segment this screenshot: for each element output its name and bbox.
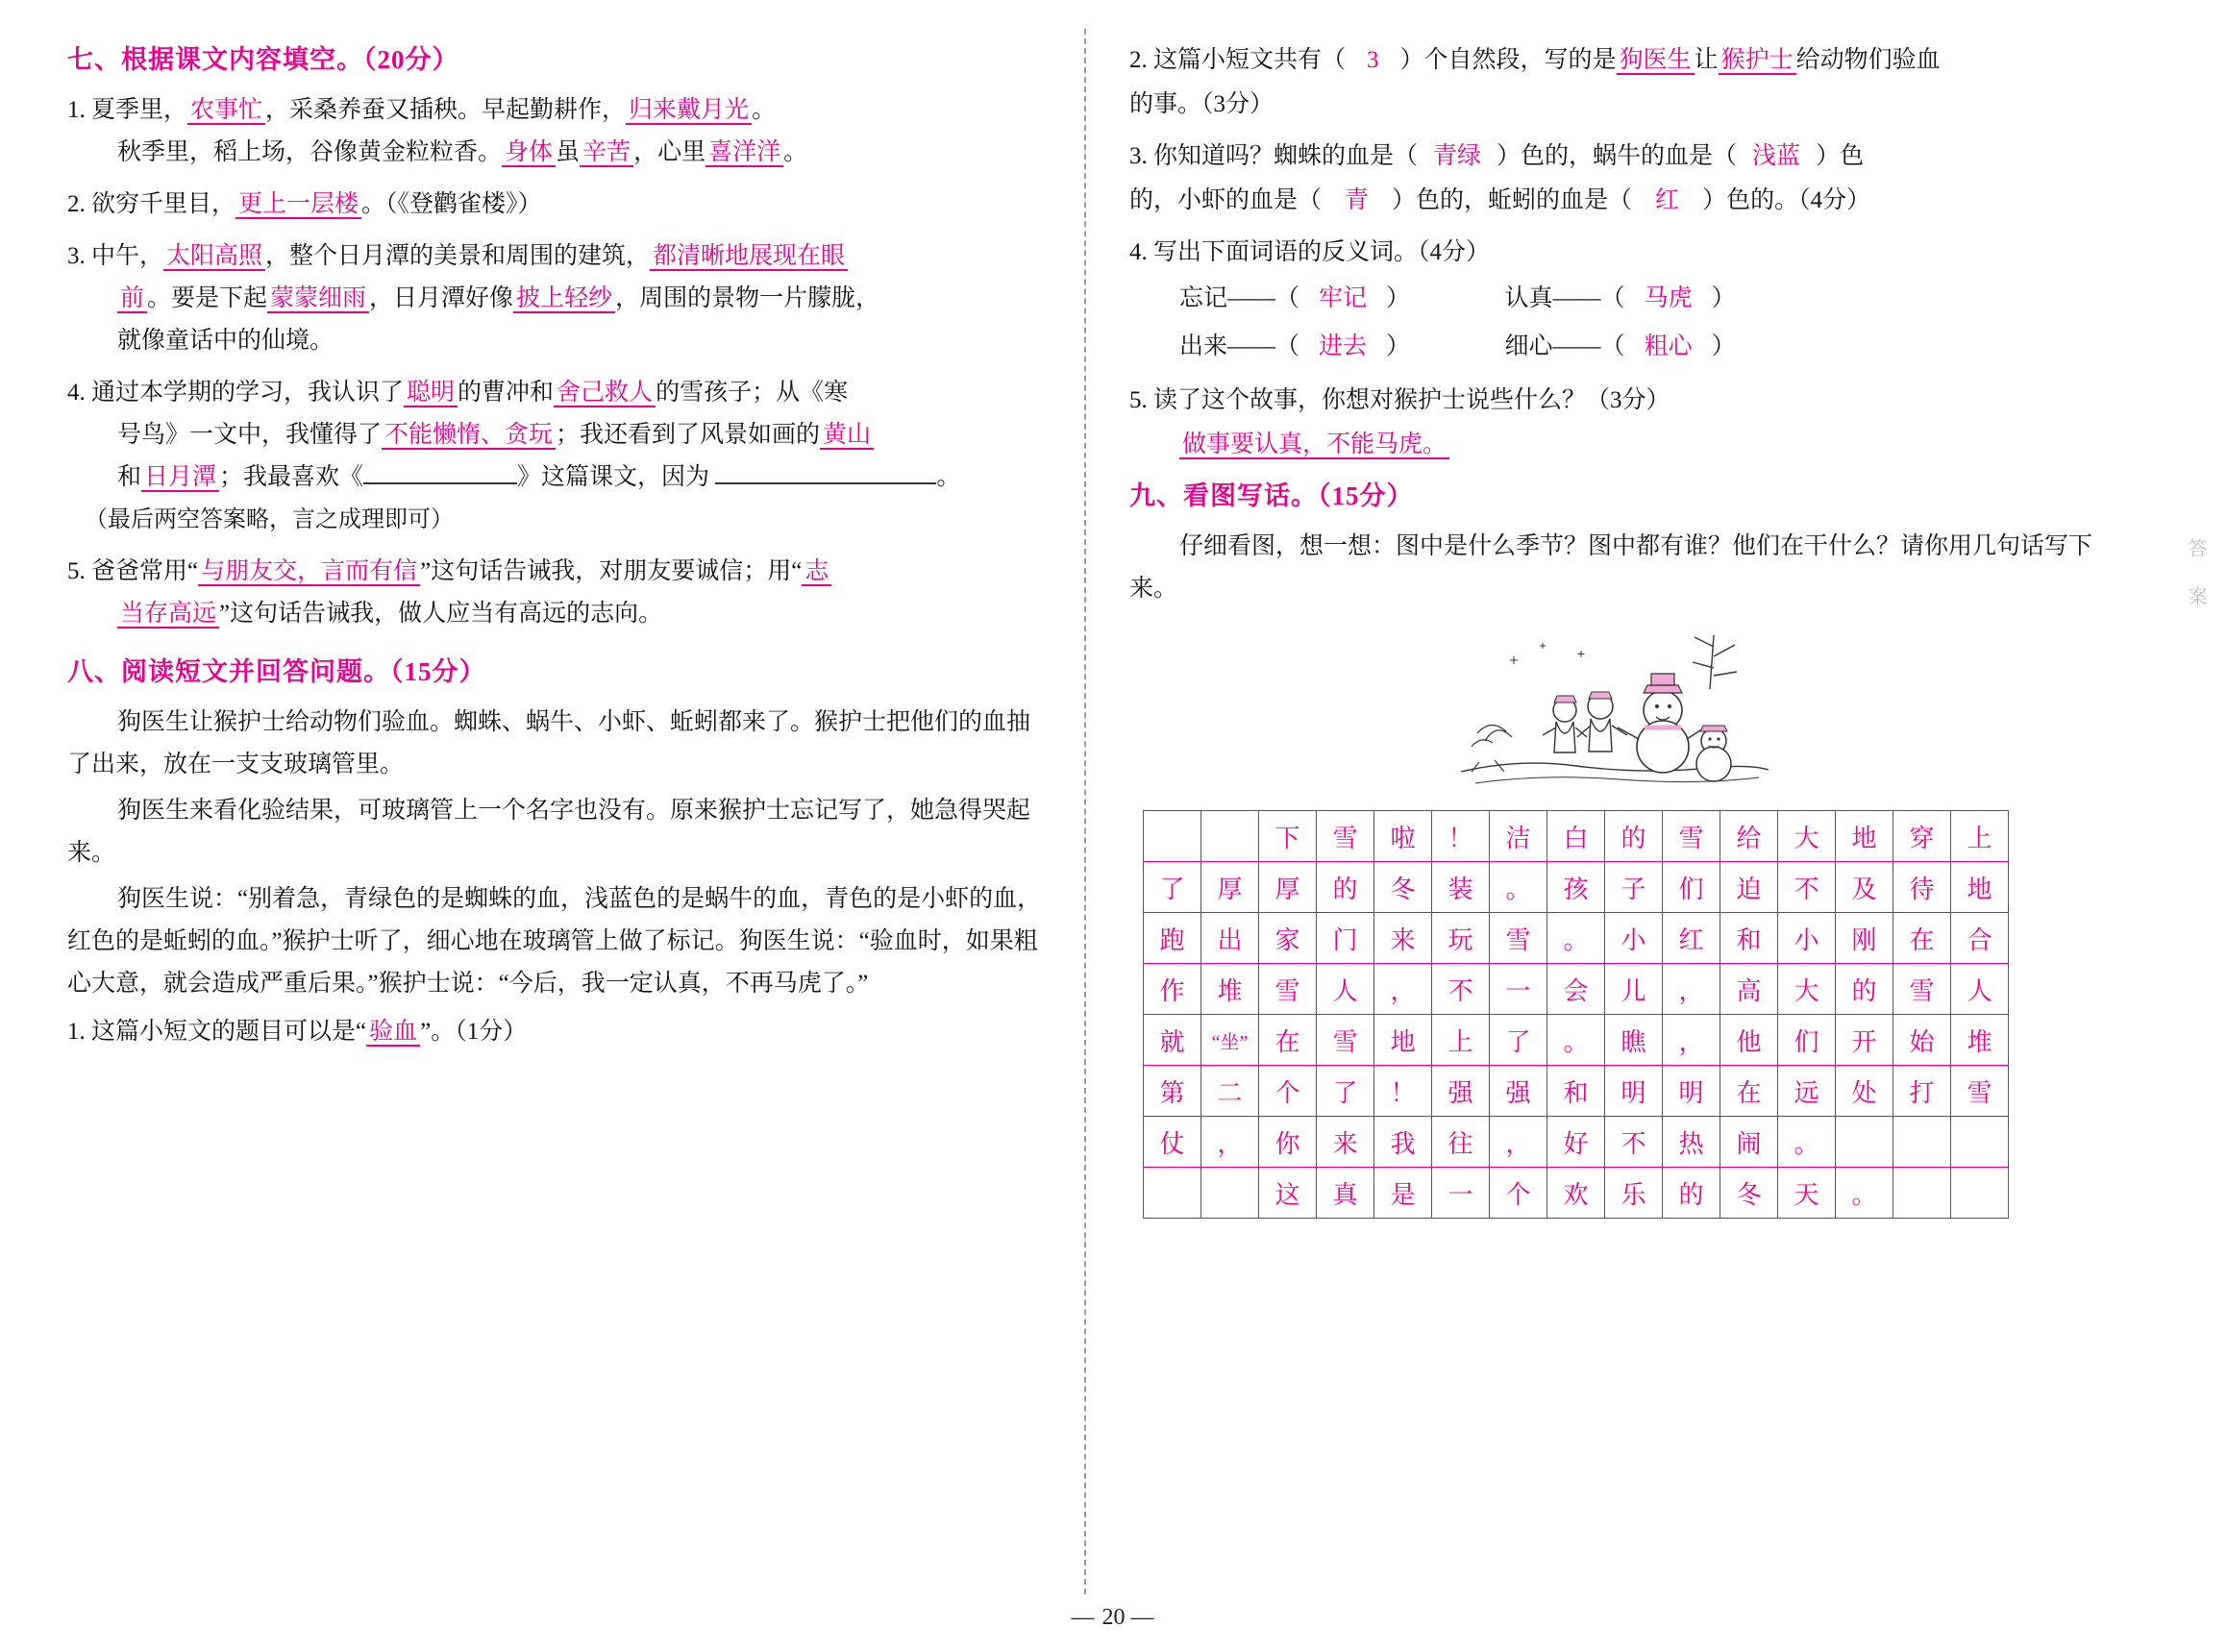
section-7-title: 七、根据课文内容填空。 bbox=[67, 45, 363, 74]
text: ”。（1分） bbox=[420, 1019, 528, 1045]
grid-cell[interactable]: 人 bbox=[1951, 964, 2009, 1015]
grid-cell[interactable]: 来 bbox=[1317, 1117, 1374, 1168]
text: ）个自然段，写的是 bbox=[1399, 47, 1617, 73]
grid-cell[interactable]: 们 bbox=[1778, 1015, 1836, 1066]
footer-dash-right: — bbox=[1130, 1605, 1156, 1630]
text: ，采桑养蚕又插秧。早起勤耕作， bbox=[265, 97, 627, 123]
text: 。要是下起 bbox=[147, 285, 268, 311]
text: ，周围的景物一片朦胧， bbox=[615, 285, 880, 311]
question-number: 4. bbox=[67, 380, 86, 406]
grid-cell[interactable]: 远 bbox=[1778, 1066, 1836, 1117]
grid-cell[interactable]: 玩 bbox=[1432, 913, 1490, 964]
answer: 归来戴月光 bbox=[626, 97, 752, 125]
text: 写出下面词语的反义词。（4分） bbox=[1153, 239, 1491, 265]
grid-cell[interactable]: ， bbox=[1663, 1015, 1720, 1066]
grid-cell[interactable]: 迫 bbox=[1720, 862, 1778, 913]
text: 中午， bbox=[91, 243, 164, 269]
grid-cell[interactable]: 白 bbox=[1547, 811, 1605, 862]
grid-cell[interactable]: 堆 bbox=[1951, 1015, 2009, 1066]
question-item bbox=[67, 235, 1048, 362]
grid-cell[interactable]: 的 bbox=[1836, 964, 1893, 1015]
answer: 志 bbox=[802, 558, 831, 586]
grid-cell[interactable]: 强 bbox=[1490, 1066, 1547, 1117]
question-item bbox=[67, 89, 1048, 174]
section-8-heading bbox=[67, 651, 1048, 688]
answer: 进去 bbox=[1319, 333, 1368, 359]
grid-cell[interactable]: 乐 bbox=[1605, 1168, 1663, 1219]
grid-cell[interactable]: 小 bbox=[1778, 913, 1836, 964]
grid-cell[interactable]: ， bbox=[1490, 1117, 1547, 1168]
text: ）色的，蜗牛的血是（ bbox=[1497, 143, 1738, 169]
grid-cell[interactable]: 雪 bbox=[1259, 964, 1317, 1015]
grid-cell[interactable]: 人 bbox=[1317, 964, 1374, 1015]
grid-cell[interactable]: 始 bbox=[1893, 1015, 1951, 1066]
grid-cell[interactable]: 他 bbox=[1720, 1015, 1778, 1066]
answer: 青绿 bbox=[1433, 143, 1482, 169]
answer: 更上一层楼 bbox=[235, 191, 361, 219]
grid-cell[interactable]: 和 bbox=[1547, 1066, 1605, 1117]
grid-cell[interactable]: 。 bbox=[1490, 862, 1547, 913]
text: 欲穷千里目， bbox=[91, 191, 236, 217]
section-9-title: 九、看图写话。 bbox=[1129, 481, 1318, 510]
text: 。 bbox=[752, 97, 777, 123]
grid-cell[interactable]: 打 bbox=[1893, 1066, 1951, 1117]
grid-cell[interactable]: 个 bbox=[1490, 1168, 1547, 1219]
fill-blank[interactable] bbox=[715, 457, 936, 484]
grid-cell[interactable] bbox=[1201, 811, 1259, 862]
question-number: 5. bbox=[67, 558, 86, 584]
grid-cell[interactable]: 了 bbox=[1490, 1015, 1547, 1066]
question-item bbox=[67, 551, 1048, 635]
question-item bbox=[1129, 38, 2100, 127]
grid-cell[interactable]: 厚 bbox=[1201, 862, 1259, 913]
text: 。 bbox=[783, 139, 808, 165]
grid-cell[interactable]: 的 bbox=[1317, 862, 1374, 913]
grid-cell[interactable]: 跑 bbox=[1144, 913, 1201, 964]
text: 你知道吗？蜘蛛的血是（ bbox=[1153, 143, 1419, 169]
answer: 红 bbox=[1655, 187, 1680, 213]
answer: 披上轻纱 bbox=[513, 285, 615, 313]
grid-cell[interactable]: 在 bbox=[1720, 1066, 1778, 1117]
text: 给动物们验血 bbox=[1795, 47, 1941, 73]
section-9-points: （15分） bbox=[1318, 481, 1414, 510]
grid-cell[interactable]: 装 bbox=[1432, 862, 1490, 913]
text: 忘记——（ bbox=[1179, 285, 1300, 311]
text: 。 bbox=[936, 464, 961, 490]
footer-dash-left: — bbox=[1071, 1605, 1097, 1630]
grid-cell[interactable]: 门 bbox=[1317, 913, 1374, 964]
question-number: 4. bbox=[1129, 239, 1148, 265]
question-number: 3. bbox=[67, 243, 86, 269]
grid-cell[interactable]: 了 bbox=[1317, 1066, 1374, 1117]
grid-cell[interactable]: 冬 bbox=[1374, 862, 1432, 913]
text: ） bbox=[1386, 285, 1411, 311]
grid-cell[interactable]: 堆 bbox=[1201, 964, 1259, 1015]
grid-cell[interactable]: 地 bbox=[1951, 862, 2009, 913]
composition-grid[interactable] bbox=[1143, 810, 2009, 1219]
grid-row bbox=[1144, 1066, 2009, 1117]
grid-cell[interactable]: 小 bbox=[1605, 913, 1663, 964]
text: 夏季里， bbox=[91, 97, 188, 123]
answer: 牢记 bbox=[1319, 285, 1368, 311]
answer: 浅蓝 bbox=[1752, 143, 1801, 169]
grid-cell[interactable] bbox=[1144, 811, 1201, 862]
reading-paragraph: 狗医生让猴护士给动物们验血。蜘蛛、蜗牛、小虾、蚯蚓都来了。猴护士把他们的血抽了出来，放在一支支玻璃管里。 bbox=[67, 709, 1031, 777]
grid-cell[interactable]: 欢 bbox=[1547, 1168, 1605, 1219]
grid-cell[interactable]: 作 bbox=[1144, 964, 1201, 1015]
page-footer bbox=[0, 1605, 2227, 1631]
grid-cell[interactable]: 出 bbox=[1201, 913, 1259, 964]
question-item bbox=[1129, 379, 2100, 467]
section-9-heading bbox=[1129, 475, 2100, 512]
grid-cell[interactable]: 不 bbox=[1605, 1117, 1663, 1168]
text: 读了这个故事，你想对猴护士说些什么？（3分） bbox=[1153, 387, 1670, 413]
text: 秋季里，稻上场，谷像黄金粒粒香。 bbox=[117, 139, 503, 165]
grid-cell[interactable]: 是 bbox=[1374, 1168, 1432, 1219]
grid-cell[interactable]: 儿 bbox=[1605, 964, 1663, 1015]
grid-cell[interactable]: ！ bbox=[1374, 1066, 1432, 1117]
question-number: 3. bbox=[1129, 143, 1148, 169]
section-7-heading bbox=[67, 38, 1048, 76]
page-divider bbox=[1084, 29, 1086, 1594]
text: ，心里 bbox=[633, 139, 706, 165]
grid-cell[interactable]: 一 bbox=[1432, 1168, 1490, 1219]
grid-cell[interactable]: 及 bbox=[1836, 862, 1893, 913]
grid-cell[interactable]: 一 bbox=[1490, 964, 1547, 1015]
text: ”这句话告诫我，对朋友要诚信；用“ bbox=[420, 558, 803, 584]
answer: 当存高远 bbox=[117, 601, 219, 629]
grid-cell[interactable]: 大 bbox=[1778, 964, 1836, 1015]
text: 和 bbox=[117, 464, 142, 490]
writing-prompt: 仔细看图，想一想：图中是什么季节？图中都有谁？他们在干什么？请你用几句话写下来。 bbox=[1129, 533, 2093, 602]
grid-cell[interactable]: 红 bbox=[1663, 913, 1720, 964]
grid-cell[interactable]: 不 bbox=[1778, 862, 1836, 913]
fill-blank[interactable] bbox=[363, 457, 517, 484]
text: 这篇小短文共有（ bbox=[1153, 47, 1347, 73]
grid-cell[interactable]: 。 bbox=[1836, 1168, 1893, 1219]
grid-cell[interactable] bbox=[1951, 1117, 2009, 1168]
grid-cell[interactable]: 雪 bbox=[1663, 811, 1720, 862]
grid-cell[interactable]: 下 bbox=[1259, 811, 1317, 862]
text: ”这句话告诫我，做人应当有高远的志向。 bbox=[219, 601, 663, 627]
grid-cell[interactable]: 上 bbox=[1951, 811, 2009, 862]
grid-cell[interactable]: 雪 bbox=[1490, 913, 1547, 964]
text: 的事。（3分） bbox=[1129, 91, 1274, 117]
grid-cell[interactable]: 个 bbox=[1259, 1066, 1317, 1117]
question-number: 1. bbox=[67, 1019, 86, 1045]
grid-cell[interactable]: 的 bbox=[1663, 1168, 1720, 1219]
page-number: 20 bbox=[1101, 1605, 1126, 1630]
answer: 都清晰地展现在眼 bbox=[650, 243, 848, 271]
answer: 日月潭 bbox=[141, 464, 219, 492]
answer: 3 bbox=[1367, 47, 1379, 73]
text: ；我还看到了风景如画的 bbox=[556, 422, 821, 448]
grid-cell[interactable] bbox=[1893, 1168, 1951, 1219]
question-number: 5. bbox=[1129, 387, 1148, 413]
text: ） bbox=[1711, 333, 1736, 359]
text: 》这篇课文，因为 bbox=[517, 464, 716, 490]
grid-row bbox=[1144, 964, 2009, 1015]
grid-cell[interactable]: 好 bbox=[1547, 1117, 1605, 1168]
left-column bbox=[67, 38, 1048, 1063]
grid-cell[interactable]: 大 bbox=[1778, 811, 1836, 862]
grid-cell[interactable]: 来 bbox=[1374, 913, 1432, 964]
grid-cell[interactable]: 高 bbox=[1720, 964, 1778, 1015]
grid-cell[interactable]: 仗 bbox=[1144, 1117, 1201, 1168]
text: 细心——（ bbox=[1504, 333, 1625, 359]
grid-cell[interactable]: 往 bbox=[1432, 1117, 1490, 1168]
answer: 农事忙 bbox=[187, 97, 265, 125]
grid-cell[interactable]: 雪 bbox=[1893, 964, 1951, 1015]
text: ） bbox=[1711, 285, 1736, 311]
text: 。（《登鹳雀楼》） bbox=[361, 191, 542, 217]
question-number: 1. bbox=[67, 97, 86, 123]
grid-cell[interactable]: 不 bbox=[1432, 964, 1490, 1015]
question-item bbox=[67, 1011, 1048, 1053]
answer-note: （最后两空答案略，言之成理即可） bbox=[85, 507, 454, 532]
grid-cell[interactable] bbox=[1893, 1117, 1951, 1168]
answer: 太阳高照 bbox=[163, 243, 265, 271]
grid-cell[interactable]: 穿 bbox=[1893, 811, 1951, 862]
text: ；我最喜欢《 bbox=[219, 464, 364, 490]
text: 通过本学期的学习，我认识了 bbox=[91, 380, 405, 406]
reading-paragraph: 狗医生来看化验结果，可玻璃管上一个名字也没有。原来猴护士忘记写了，她急得哭起来。 bbox=[67, 798, 1031, 866]
answer: 与朋友交，言而有信 bbox=[198, 558, 420, 586]
grid-row bbox=[1144, 1015, 2009, 1066]
grid-cell[interactable]: 地 bbox=[1374, 1015, 1432, 1066]
grid-cell[interactable]: 合 bbox=[1951, 913, 2009, 964]
answer: 身体 bbox=[502, 139, 556, 167]
grid-cell[interactable]: 我 bbox=[1374, 1117, 1432, 1168]
text: 这篇小短文的题目可以是“ bbox=[91, 1019, 367, 1045]
answer: 舍己救人 bbox=[554, 380, 656, 407]
grid-cell[interactable] bbox=[1144, 1168, 1201, 1219]
answer: 猴护士 bbox=[1719, 47, 1796, 75]
grid-cell[interactable]: 孩 bbox=[1547, 862, 1605, 913]
text: 的曹冲和 bbox=[458, 380, 555, 406]
snowman-scene-icon bbox=[1456, 618, 1773, 801]
grid-cell[interactable]: 明 bbox=[1605, 1066, 1663, 1117]
grid-cell[interactable]: 洁 bbox=[1490, 811, 1547, 862]
text: 出来——（ bbox=[1179, 333, 1300, 359]
answer: 不能懒惰、贪玩 bbox=[382, 422, 556, 450]
question-item bbox=[67, 372, 1048, 541]
section-7-points: （20分） bbox=[363, 45, 459, 74]
text: 认真——（ bbox=[1504, 285, 1625, 311]
answer: 黄山 bbox=[820, 422, 874, 450]
answer: 验血 bbox=[366, 1019, 420, 1047]
reading-paragraph: 狗医生说：“别着急，青绿色的是蜘蛛的血，浅蓝色的是蜗牛的血，青色的是小虾的血，红色的是蚯蚓的血。”猴护士听了，细心地在玻璃管上做了标记。狗医生说：“验血时，如果粗心大意，就会造成严重后果。”猴护士说：“今后，我一定认真，不再马虎了。” bbox=[67, 886, 1042, 997]
answer: 辛苦 bbox=[580, 139, 633, 167]
grid-cell[interactable]: 热 bbox=[1663, 1117, 1720, 1168]
grid-cell[interactable]: 。 bbox=[1547, 1015, 1605, 1066]
grid-cell[interactable]: 天 bbox=[1778, 1168, 1836, 1219]
grid-cell[interactable]: 明 bbox=[1663, 1066, 1720, 1117]
answer: 粗心 bbox=[1644, 333, 1693, 359]
grid-cell[interactable]: 家 bbox=[1259, 913, 1317, 964]
answer: 青 bbox=[1345, 187, 1370, 213]
text: ） bbox=[1386, 333, 1411, 359]
question-item bbox=[1129, 135, 2100, 223]
grid-cell[interactable]: 就 bbox=[1144, 1015, 1201, 1066]
grid-cell[interactable]: 处 bbox=[1836, 1066, 1893, 1117]
answer: 马虎 bbox=[1644, 285, 1693, 311]
grid-row bbox=[1144, 862, 2009, 913]
grid-cell[interactable]: 啦 bbox=[1374, 811, 1432, 862]
grid-cell[interactable]: 瞧 bbox=[1605, 1015, 1663, 1066]
grid-cell[interactable]: 子 bbox=[1605, 862, 1663, 913]
grid-row bbox=[1144, 1117, 2009, 1168]
text: ）色的，蚯蚓的血是（ bbox=[1392, 187, 1633, 213]
answer: 前 bbox=[117, 285, 147, 313]
grid-cell[interactable]: 第 bbox=[1144, 1066, 1201, 1117]
right-column bbox=[1129, 38, 2100, 1219]
grid-cell[interactable]: 二 bbox=[1201, 1066, 1259, 1117]
text: 让 bbox=[1694, 47, 1719, 73]
grid-cell[interactable]: 们 bbox=[1663, 862, 1720, 913]
grid-cell[interactable]: 雪 bbox=[1951, 1066, 2009, 1117]
grid-cell[interactable]: 雪 bbox=[1317, 811, 1374, 862]
section-8-title: 八、阅读短文并回答问题。 bbox=[67, 657, 390, 686]
grid-row bbox=[1144, 913, 2009, 964]
grid-cell[interactable]: 待 bbox=[1893, 862, 1951, 913]
text: 的，小虾的血是（ bbox=[1129, 187, 1323, 213]
text: 虽 bbox=[556, 139, 581, 165]
grid-cell[interactable]: ， bbox=[1201, 1117, 1259, 1168]
grid-cell[interactable]: 开 bbox=[1836, 1015, 1893, 1066]
text: 号鸟》一文中，我懂得了 bbox=[117, 422, 383, 448]
grid-cell[interactable]: 厚 bbox=[1259, 862, 1317, 913]
grid-cell[interactable]: 地 bbox=[1836, 811, 1893, 862]
question-number: 2. bbox=[1129, 47, 1148, 73]
answer: 蒙蒙细雨 bbox=[267, 285, 369, 313]
grid-cell[interactable]: 在 bbox=[1893, 913, 1951, 964]
grid-cell[interactable]: 和 bbox=[1720, 913, 1778, 964]
answer: 聪明 bbox=[404, 380, 458, 407]
grid-cell[interactable]: 真 bbox=[1317, 1168, 1374, 1219]
text: 就像童话中的仙境。 bbox=[117, 328, 334, 354]
grid-cell[interactable]: 了 bbox=[1144, 862, 1201, 913]
grid-cell[interactable]: 你 bbox=[1259, 1117, 1317, 1168]
answer: 狗医生 bbox=[1617, 47, 1695, 75]
grid-cell[interactable]: 。 bbox=[1547, 913, 1605, 964]
grid-cell[interactable]: ， bbox=[1663, 964, 1720, 1015]
grid-cell[interactable]: 刚 bbox=[1836, 913, 1893, 964]
illustration-wrapper bbox=[1129, 618, 2100, 801]
grid-cell[interactable]: ， bbox=[1374, 964, 1432, 1015]
text: ，日月潭好像 bbox=[369, 285, 514, 311]
grid-cell[interactable] bbox=[1836, 1117, 1893, 1168]
question-item bbox=[67, 184, 1048, 226]
grid-cell[interactable]: 上 bbox=[1432, 1015, 1490, 1066]
grid-cell[interactable]: ！ bbox=[1432, 811, 1490, 862]
grid-cell[interactable]: 这 bbox=[1259, 1168, 1317, 1219]
section-8-points: （15分） bbox=[390, 657, 486, 686]
grid-cell[interactable]: “坐” bbox=[1201, 1015, 1259, 1066]
grid-cell[interactable] bbox=[1951, 1168, 2009, 1219]
grid-cell[interactable]: 强 bbox=[1432, 1066, 1490, 1117]
grid-cell[interactable]: 闹 bbox=[1720, 1117, 1778, 1168]
grid-cell[interactable] bbox=[1201, 1168, 1259, 1219]
grid-cell[interactable]: 在 bbox=[1259, 1015, 1317, 1066]
question-item bbox=[1129, 231, 2100, 371]
grid-cell[interactable]: 的 bbox=[1605, 811, 1663, 862]
grid-row bbox=[1144, 1168, 2009, 1219]
side-mark: 答案 bbox=[2185, 538, 2206, 634]
text: ，整个日月潭的美景和周围的建筑， bbox=[265, 243, 651, 269]
answer: 喜洋洋 bbox=[705, 139, 783, 167]
answer: 做事要认真，不能马虎。 bbox=[1179, 431, 1449, 459]
text: 爸爸常用“ bbox=[91, 558, 199, 584]
grid-cell[interactable]: 给 bbox=[1720, 811, 1778, 862]
text: 的雪孩子；从《寒 bbox=[656, 380, 849, 406]
grid-cell[interactable]: 会 bbox=[1547, 964, 1605, 1015]
grid-cell[interactable]: 雪 bbox=[1317, 1015, 1374, 1066]
question-number: 2. bbox=[67, 191, 86, 217]
text: ）色的。（4分） bbox=[1702, 187, 1871, 213]
text: ）色 bbox=[1816, 143, 1865, 169]
grid-cell[interactable]: 。 bbox=[1778, 1117, 1836, 1168]
grid-row bbox=[1144, 811, 2009, 862]
grid-cell[interactable]: 冬 bbox=[1720, 1168, 1778, 1219]
